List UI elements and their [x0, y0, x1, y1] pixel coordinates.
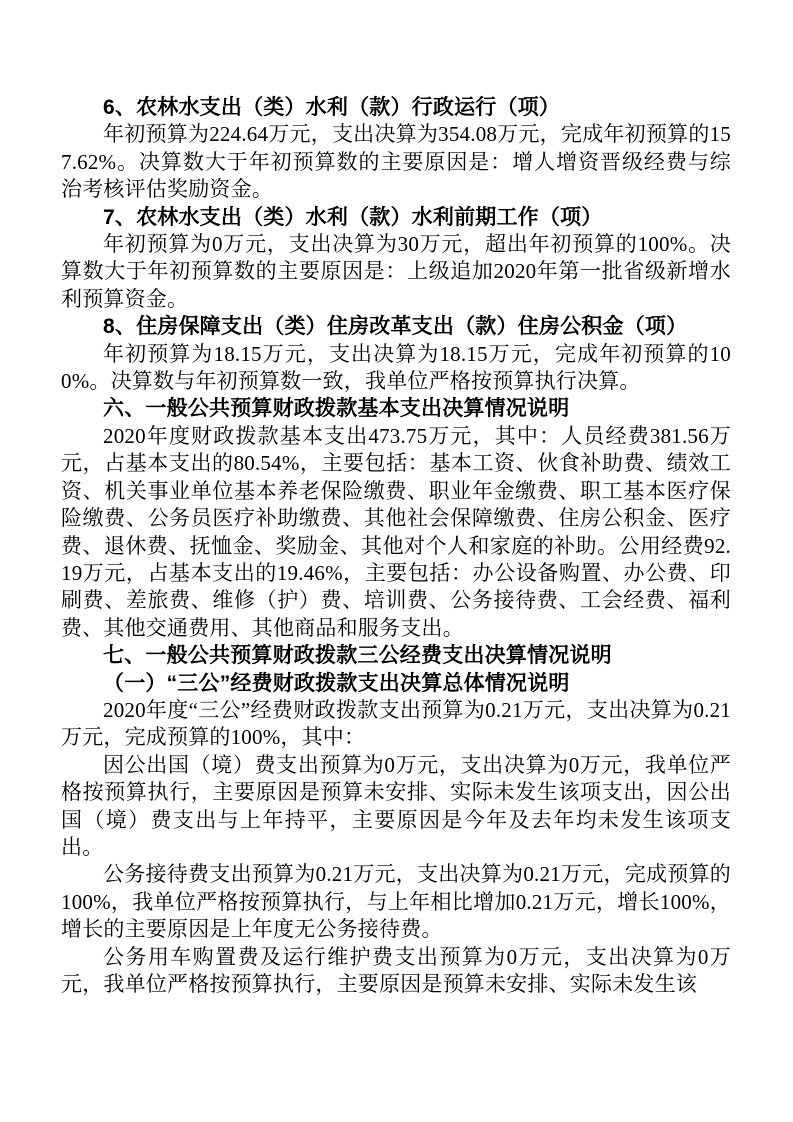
- paragraph-official-reception-expense: 公务接待费支出预算为0.21万元，支出决算为0.21万元，完成预算的100%，我单位严格按预算执行，与上年相比增加0.21万元，增长100%，增长的主要原因是上年度无公务接待费。: [61, 862, 731, 942]
- paragraph-8-budget-detail: 年初预算为18.15万元，支出决算为18.15万元，完成年初预算的100%。决算数与年初预算数一致，我单位严格按预算执行决算。: [61, 341, 731, 394]
- paragraph-overseas-travel-expense: 因公出国（境）费支出预算为0万元，支出决算为0万元，我单位严格按预算执行，主要原因是预算未安排、实际未发生该项支出，因公出国（境）费支出与上年持平，主要原因是今年及去年均未发生该项支出。: [61, 752, 731, 859]
- subsection-heading-three-public-overall: （一）“三公”经费财政拨款支出决算总体情况说明: [103, 671, 570, 695]
- section-heading-8-housing-fund: 8、住房保障支出（类）住房改革支出（款）住房公积金（项）: [103, 315, 688, 339]
- section-heading-6-agri-water-admin: 6、农林水支出（类）水利（款）行政运行（项）: [103, 96, 561, 119]
- section-heading-liu-basic-expenditure: 六、一般公共预算财政拨款基本支出决算情况说明: [103, 397, 570, 421]
- paragraph-7-budget-detail: 年初预算为0万元，支出决算为30万元，超出年初预算的100%。决算数大于年初预算数的主要原因是：上级追加2020年第一批省级新增水利预算资金。: [61, 232, 731, 311]
- section-heading-qi-three-public-funds: 七、一般公共预算财政拨款三公经费支出决算情况说明: [103, 644, 612, 668]
- paragraph-official-vehicle-expense: 公务用车购置费及运行维护费支出预算为0万元，支出决算为0万元，我单位严格按预算执行，主要原因是预算未安排、实际未发生该: [61, 944, 731, 996]
- section-heading-7-water-preliminary: 7、农林水支出（类）水利（款）水利前期工作（项）: [103, 205, 603, 229]
- paragraph-6-budget-detail: 年初预算为224.64万元，支出决算为354.08万元，完成年初预算的157.62%。决算数大于年初预算数的主要原因是：增人增资晋级经费与综治考核评估奖励资金。: [61, 122, 731, 202]
- paragraph-three-public-total: 2020年度“三公”经费财政拨款支出预算为0.21万元，支出决算为0.21万元，完成预算的100%，其中：: [61, 697, 731, 750]
- paragraph-basic-expenditure-detail: 2020年度财政拨款基本支出473.75万元，其中：人员经费381.56万元，占基本支出的80.54%，主要包括：基本工资、伙食补助费、绩效工资、机关事业单位基本养老保险缴费、职业年金缴费、职工基本医疗保险缴费、公务员医疗补助缴费、其他社会保障缴费、住房公积金、医疗费、退休费、抚恤金、奖励金、其他对个人和家庭的补助。公用经费92.19万元，占基本支出的19.46%，主要包括：办公设备购置、办公费、印刷费、差旅费、维修（护）费、培训费、公务接待费、工会经费、福利费、其他交通费用、其他商品和服务支出。: [61, 423, 731, 640]
